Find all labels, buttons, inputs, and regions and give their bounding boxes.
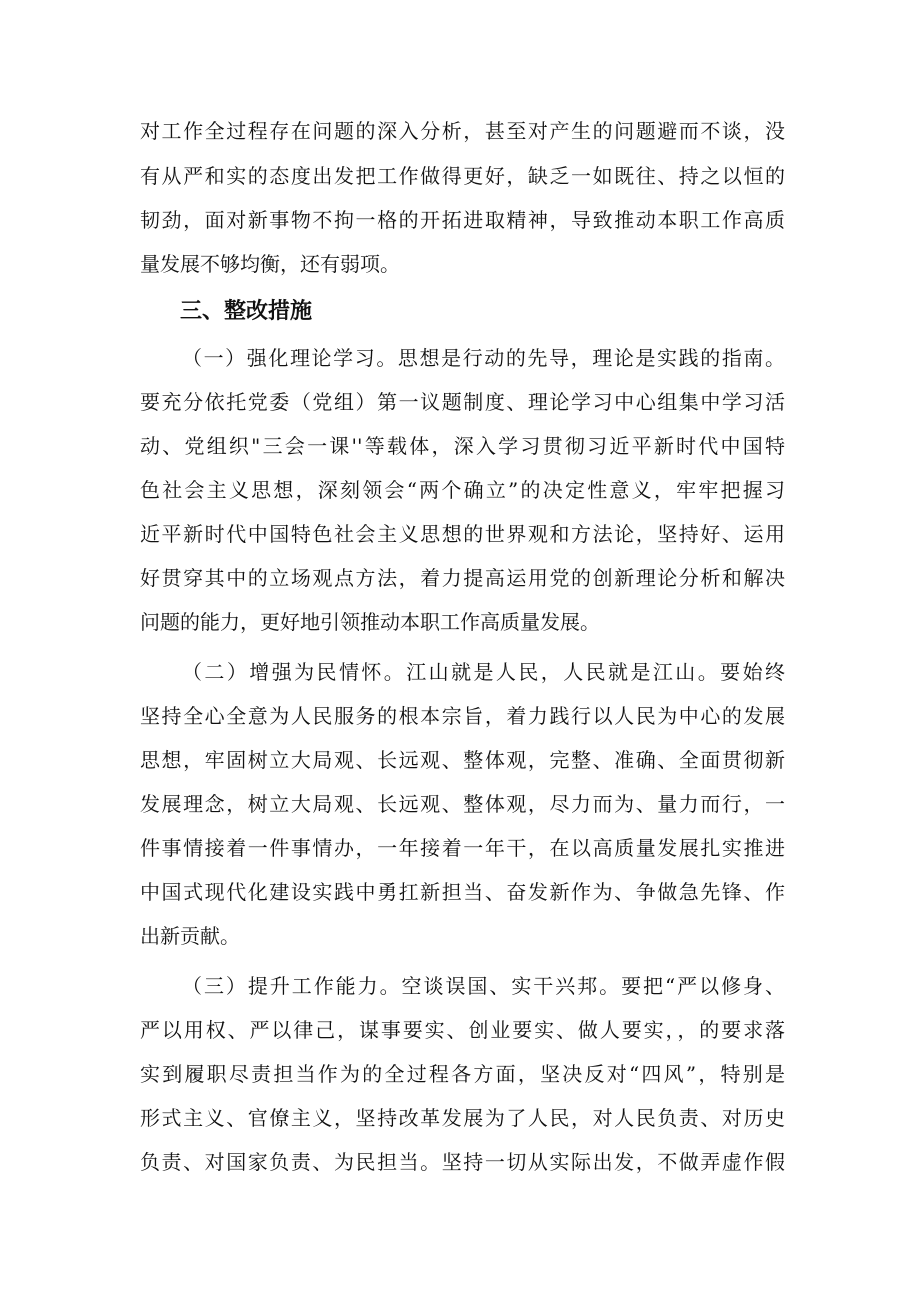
text-line: （二）增强为民情怀。江山就是人民，人民就是江山。要始终 xyxy=(182,660,785,684)
text-line: 动、党组织"三会一课''等载体，深入学习贯彻习近平新时代中国特 xyxy=(140,434,785,458)
text-line: 思想，牢固树立大局观、长远观、整体观，完整、准确、全面贯彻新 xyxy=(140,748,785,772)
text-line: 中国式现代化建设实践中勇扛新担当、奋发新作为、争做急先锋、作 xyxy=(140,880,785,904)
text-line: 件事情接着一件事情办，一年接着一年干，在以高质量发展扎实推进 xyxy=(140,836,785,860)
text-line: 有从严和实的态度出发把工作做得更好，缺乏一如既往、持之以恒的 xyxy=(140,164,785,188)
text-line: 问题的能力，更好地引领推动本职工作高质量发展。 xyxy=(140,610,600,634)
text-line: 发展理念，树立大局观、长远观、整体观，尽力而为、量力而行，一 xyxy=(140,792,785,816)
text-line: 好贯穿其中的立场观点方法，着力提高运用党的创新理论分析和解决 xyxy=(140,566,785,590)
text-line: 负责、对国家负责、为民担当。坚持一切从实际出发，不做弄虚作假 xyxy=(140,1150,785,1174)
text-line: 出新贡献。 xyxy=(140,924,240,948)
text-line: 严以用权、严以律己，谋事要实、创业要实、做人要实，，的要求落 xyxy=(140,1018,785,1042)
text-line: 量发展不够均衡，还有弱项。 xyxy=(140,252,400,276)
text-line: 对工作全过程存在问题的深入分析，甚至对产生的问题避而不谈，没 xyxy=(140,119,785,143)
text-line: 坚持全心全意为人民服务的根本宗旨，着力践行以人民为中心的发展 xyxy=(140,704,785,728)
text-line: 要充分依托党委（党组）第一议题制度、理论学习中心组集中学习活 xyxy=(140,390,785,414)
text-line: 韧劲，面对新事物不拘一格的开拓进取精神，导致推动本职工作高质 xyxy=(140,208,785,232)
text-line: 色社会主义思想，深刻领会“两个确立”的决定性意义，牢牢把握习 xyxy=(140,478,785,502)
text-line: 近平新时代中国特色社会主义思想的世界观和方法论，坚持好、运用 xyxy=(140,522,785,546)
section-heading: 三、整改措施 xyxy=(180,299,313,324)
text-line: （一）强化理论学习。思想是行动的先导，理论是实践的指南。 xyxy=(182,346,785,370)
text-line: 形式主义、官僚主义，坚持改革发展为了人民，对人民负责、对历史 xyxy=(140,1106,785,1130)
text-line: （三）提升工作能力。空谈误国、实干兴邦。要把“严以修身、 xyxy=(182,974,785,998)
text-line: 实到履职尽责担当作为的全过程各方面，坚决反对“四风”，特别是 xyxy=(140,1062,785,1086)
